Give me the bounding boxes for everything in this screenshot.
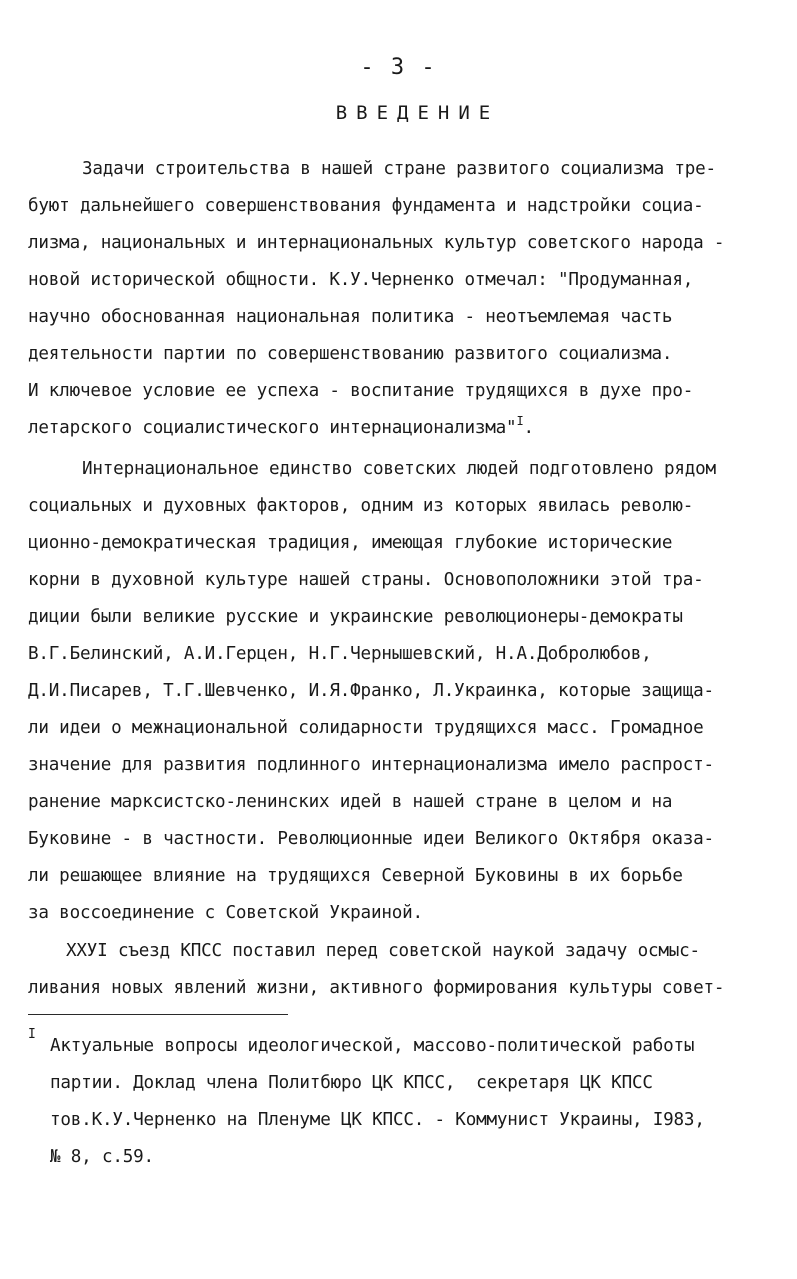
body-line: Интернациональное единство советских людей подготовлено рядом <box>82 459 716 479</box>
body-line: И ключевое условие ее успеха - воспитание трудящихся в духе про- <box>28 381 694 401</box>
body-line: ционно-демократическая традиция, имеющая глубокие исторические <box>28 533 673 553</box>
footnote-mark: I <box>28 1027 36 1042</box>
footnote-line: № 8, с.59. <box>50 1147 154 1167</box>
body-line: новой исторической общности. К.У.Черненко отмечал: "Продуманная, <box>28 270 694 290</box>
body-line: буют дальнейшего совершенствования фундамента и надстройки социа- <box>28 196 704 216</box>
footnote-line: тов.К.У.Черненко на Пленуме ЦК КПСС. - Коммунист Украины, I983, <box>50 1110 705 1130</box>
footnote-line: партии. Доклад члена Политбюро ЦК КПСС, секретаря ЦК КПСС <box>50 1073 653 1093</box>
body-line: ли решающее влияние на трудящихся Северной Буковины в их борьбе <box>28 866 683 886</box>
body-line: Буковине - в частности. Революционные идеи Великого Октября оказа- <box>28 829 714 849</box>
page-number: - 3 - <box>360 55 437 80</box>
body-line: социальных и духовных факторов, одним из которых явилась револю- <box>28 496 694 516</box>
footnote-reference: I <box>516 414 524 428</box>
body-line: В.Г.Белинский, А.И.Герцен, Н.Г.Чернышевский, Н.А.Добролюбов, <box>28 644 652 664</box>
body-line: Д.И.Писарев, Т.Г.Шевченко, И.Я.Франко, Л.Украинка, которые защища- <box>28 681 714 701</box>
body-line-text: летарского социалистического интернационализма" <box>28 418 517 438</box>
body-line: за воссоединение с Советской Украиной. <box>28 903 423 923</box>
page-title: ВВЕДЕНИЕ <box>335 102 500 124</box>
body-line-with-footnote-ref <box>28 414 534 440</box>
body-line: лизма, национальных и интернациональных культур советского народа - <box>28 233 725 253</box>
body-line: ливания новых явлений жизни, активного формирования культуры совет- <box>28 978 725 998</box>
body-line: ХХУI съезд КПСС поставил перед советской наукой задачу осмыс- <box>66 941 700 961</box>
body-line: диции были великие русские и украинские революционеры-демократы <box>28 607 683 627</box>
body-line: научно обоснованная национальная политика - неотъемлемая часть <box>28 307 673 327</box>
body-line: ранение марксистско-ленинских идей в нашей стране в целом и на <box>28 792 673 812</box>
sentence-end: . <box>523 418 534 438</box>
body-line: корни в духовной культуре нашей страны. Основоположники этой тра- <box>28 570 704 590</box>
body-line: Задачи строительства в нашей стране развитого социализма тре- <box>82 159 716 179</box>
footnote-line: Актуальные вопросы идеологической, массово-политической работы <box>50 1036 695 1056</box>
body-line: деятельности партии по совершенствованию развитого социализма. <box>28 344 673 364</box>
body-line: значение для развития подлинного интернационализма имело распрост- <box>28 755 714 775</box>
body-line: ли идеи о межнациональной солидарности трудящихся масс. Громадное <box>28 718 704 738</box>
footnote-separator <box>28 1014 288 1015</box>
